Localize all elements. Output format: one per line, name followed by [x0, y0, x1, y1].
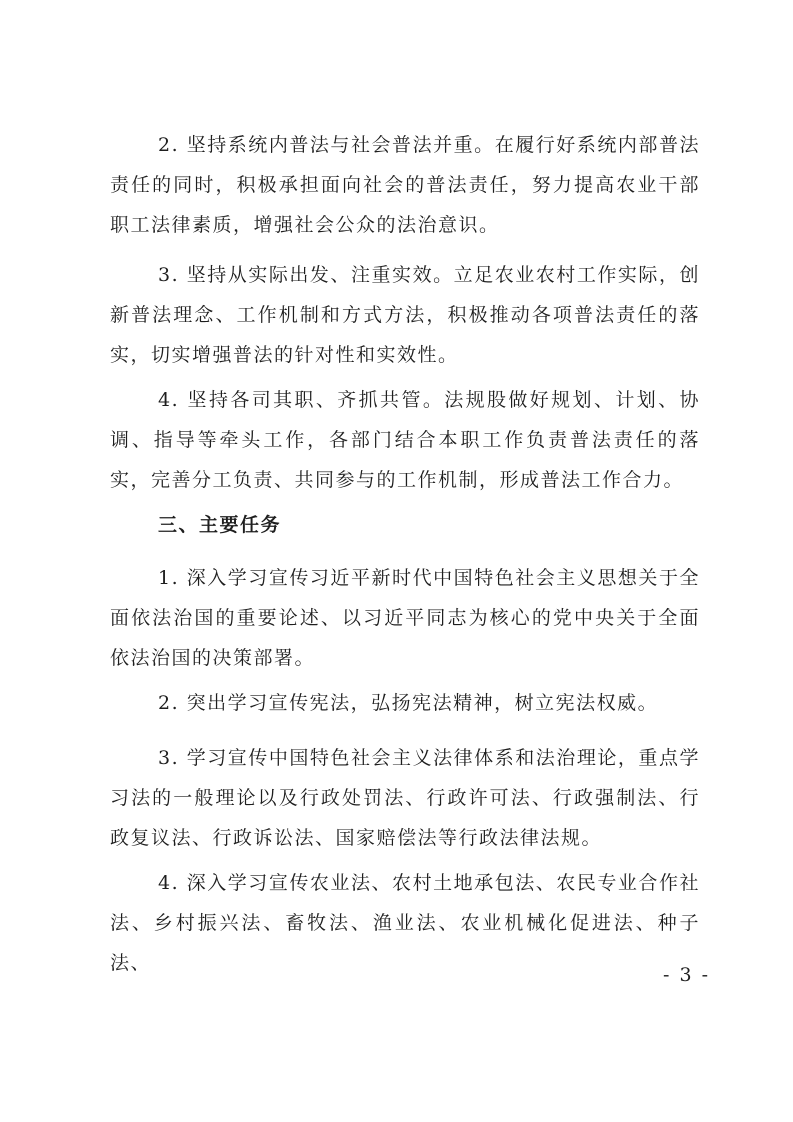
principle-paragraph-2: 2. 坚持系统内普法与社会普法并重。在履行好系统内部普法责任的同时，积极承担面向社会的普法责任，努力提高农业干部职工法律素质，增强社会公众的法治意识。	[110, 134, 700, 236]
task-paragraph-1: 1. 深入学习宣传习近平新时代中国特色社会主义思想关于全面依法治国的重要论述、以习近平同志为核心的党中央关于全面依法治国的决策部署。	[110, 567, 700, 669]
task-paragraph-2: 2. 突出学习宣传宪法，弘扬宪法精神，树立宪法权威。	[158, 692, 659, 714]
section-heading: 三、主要任务	[158, 514, 282, 536]
page-number: - 3 -	[662, 964, 710, 986]
principle-paragraph-4: 4. 坚持各司其职、齐抓共管。法规股做好规划、计划、协调、指导等牵头工作，各部门结合本职工作负责普法责任的落实，完善分工负责、共同参与的工作机制，形成普法工作合力。	[110, 389, 700, 491]
principle-paragraph-3: 3. 坚持从实际出发、注重实效。立足农业农村工作实际，创新普法理念、工作机制和方式方法，积极推动各项普法责任的落实，切实增强普法的针对性和实效性。	[110, 264, 700, 366]
task-paragraph-4: 4. 深入学习宣传农业法、农村土地承包法、农民专业合作社法、乡村振兴法、畜牧法、渔业法、农业机械化促进法、种子法、	[110, 872, 700, 974]
task-paragraph-3: 3. 学习宣传中国特色社会主义法律体系和法治理论，重点学习法的一般理论以及行政处罚法、行政许可法、行政强制法、行政复议法、行政诉讼法、国家赔偿法等行政法律法规。	[110, 747, 700, 849]
